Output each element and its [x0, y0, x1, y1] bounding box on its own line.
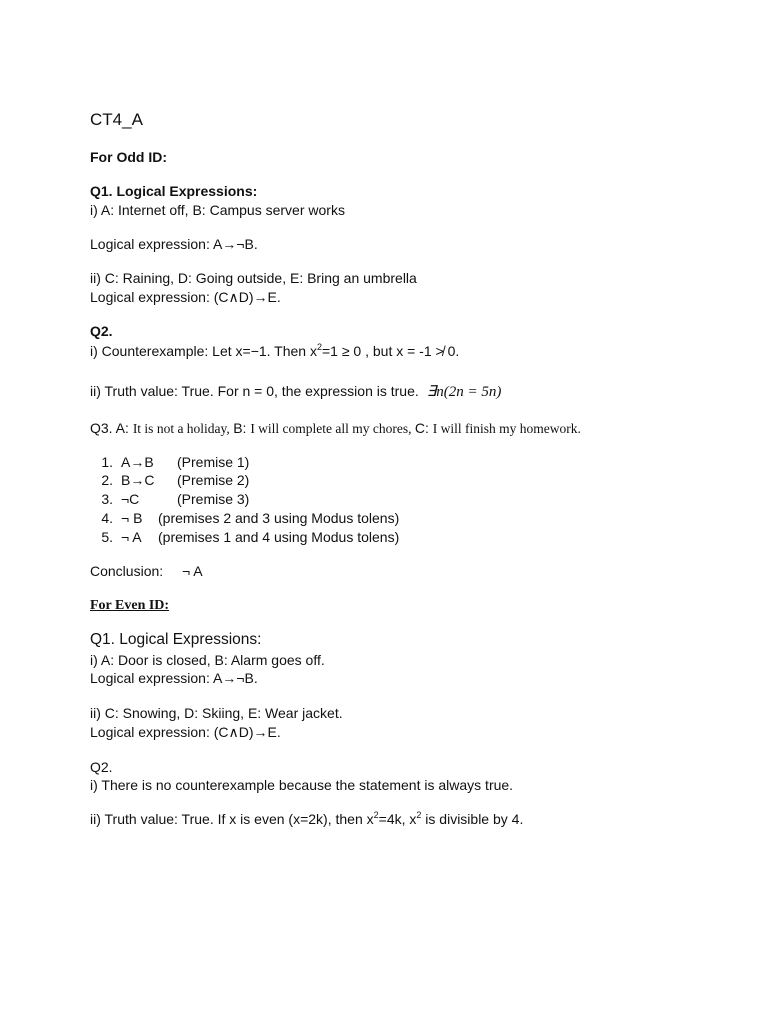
proof-step-expression: ¬ B	[121, 510, 143, 526]
even-q1-part-ii-expression: Logical expression: (C∧D)→E.	[90, 724, 281, 740]
even-q2-part-ii-text-a: ii) Truth value: True. If x is even (x=2k), then x	[90, 811, 374, 827]
even-q2-part-i: i) There is no counterexample because the statement is always true.	[90, 777, 514, 793]
odd-q2-part-ii-math: ∃n(2n = 5n)	[426, 384, 502, 400]
proof-step	[90, 490, 249, 508]
odd-q3-statement-c: I will finish my homework.	[432, 421, 581, 436]
proof-step-justification: (premises 2 and 3 using Modus tolens)	[158, 510, 400, 526]
proof-step-expression: ¬ A	[121, 529, 142, 545]
odd-q2-part-ii-text: ii) Truth value: True. For n = 0, the expression is true.	[90, 383, 419, 399]
odd-id-heading: For Odd ID:	[90, 149, 167, 165]
even-q2-part-ii-text-b: =4k, x	[378, 811, 417, 827]
odd-q2-heading: Q2.	[90, 323, 113, 339]
document-title: CT4_A	[90, 110, 143, 129]
odd-q1-part-i-expression: Logical expression: A→¬B.	[90, 236, 258, 252]
proof-step-justification: (premises 1 and 4 using Modus tolens)	[158, 529, 400, 545]
even-q1-part-ii: ii) C: Snowing, D: Skiing, E: Wear jacket.	[90, 705, 343, 721]
even-q2-part-ii	[90, 810, 523, 828]
odd-q1-heading: Q1. Logical Expressions:	[90, 183, 258, 199]
conclusion-value: ¬ A	[182, 563, 203, 579]
proof-step	[90, 453, 249, 471]
even-q2-part-ii-superscript-2: 2	[416, 810, 422, 820]
proof-step-number: 3.	[101, 491, 113, 507]
proof-step-number: 5.	[101, 529, 113, 545]
odd-q1-part-i: i) A: Internet off, B: Campus server works	[90, 202, 345, 218]
odd-q3-label-c: C:	[414, 420, 433, 436]
odd-q2-part-ii	[90, 382, 501, 401]
odd-q2-part-i-text-b: =1 ≥ 0 , but x = -1 ≯ 0.	[322, 343, 460, 359]
odd-q3-label-a: Q3. A:	[90, 420, 133, 436]
proof-step-number: 2.	[101, 472, 113, 488]
proof-step-number: 4.	[101, 510, 113, 526]
conclusion-label: Conclusion:	[90, 563, 164, 579]
even-q1-part-i-expression: Logical expression: A→¬B.	[90, 670, 258, 686]
odd-q3-statement-a: It is not a holiday,	[132, 421, 234, 436]
proof-step-number: 1.	[101, 454, 113, 470]
odd-q3-label-b: B:	[233, 420, 251, 436]
proof-step	[90, 471, 249, 489]
proof-step-expression: B→C	[121, 472, 155, 488]
even-id-heading: For Even ID:	[90, 598, 170, 613]
proof-step-justification: (Premise 2)	[177, 472, 250, 488]
odd-q3-line	[90, 419, 581, 438]
proof-step	[90, 509, 399, 527]
proof-step-justification: (Premise 1)	[177, 454, 250, 470]
proof-step-justification: (Premise 3)	[177, 491, 250, 507]
odd-q2-part-i-text-a: i) Counterexample: Let x=−1. Then x	[90, 343, 317, 359]
even-q2-part-ii-text-c: is divisible by 4.	[421, 811, 524, 827]
odd-q2-part-i-superscript: 2	[316, 342, 322, 352]
proof-step-expression: A→B	[121, 454, 154, 470]
odd-q3-statement-b: I will complete all my chores,	[250, 421, 415, 436]
odd-q1-part-ii-expression: Logical expression: (C∧D)→E.	[90, 289, 281, 305]
odd-conclusion	[90, 562, 203, 580]
proof-step-expression: ¬C	[121, 491, 140, 507]
odd-q1-part-ii: ii) C: Raining, D: Going outside, E: Bring an umbrella	[90, 270, 417, 286]
even-q2-part-ii-superscript-1: 2	[373, 810, 379, 820]
even-q1-heading: Q1. Logical Expressions:	[90, 631, 262, 648]
odd-q2-part-i	[90, 342, 459, 360]
even-q1-part-i: i) A: Door is closed, B: Alarm goes off.	[90, 652, 325, 668]
even-q2-heading: Q2.	[90, 759, 113, 775]
proof-step	[90, 528, 399, 546]
